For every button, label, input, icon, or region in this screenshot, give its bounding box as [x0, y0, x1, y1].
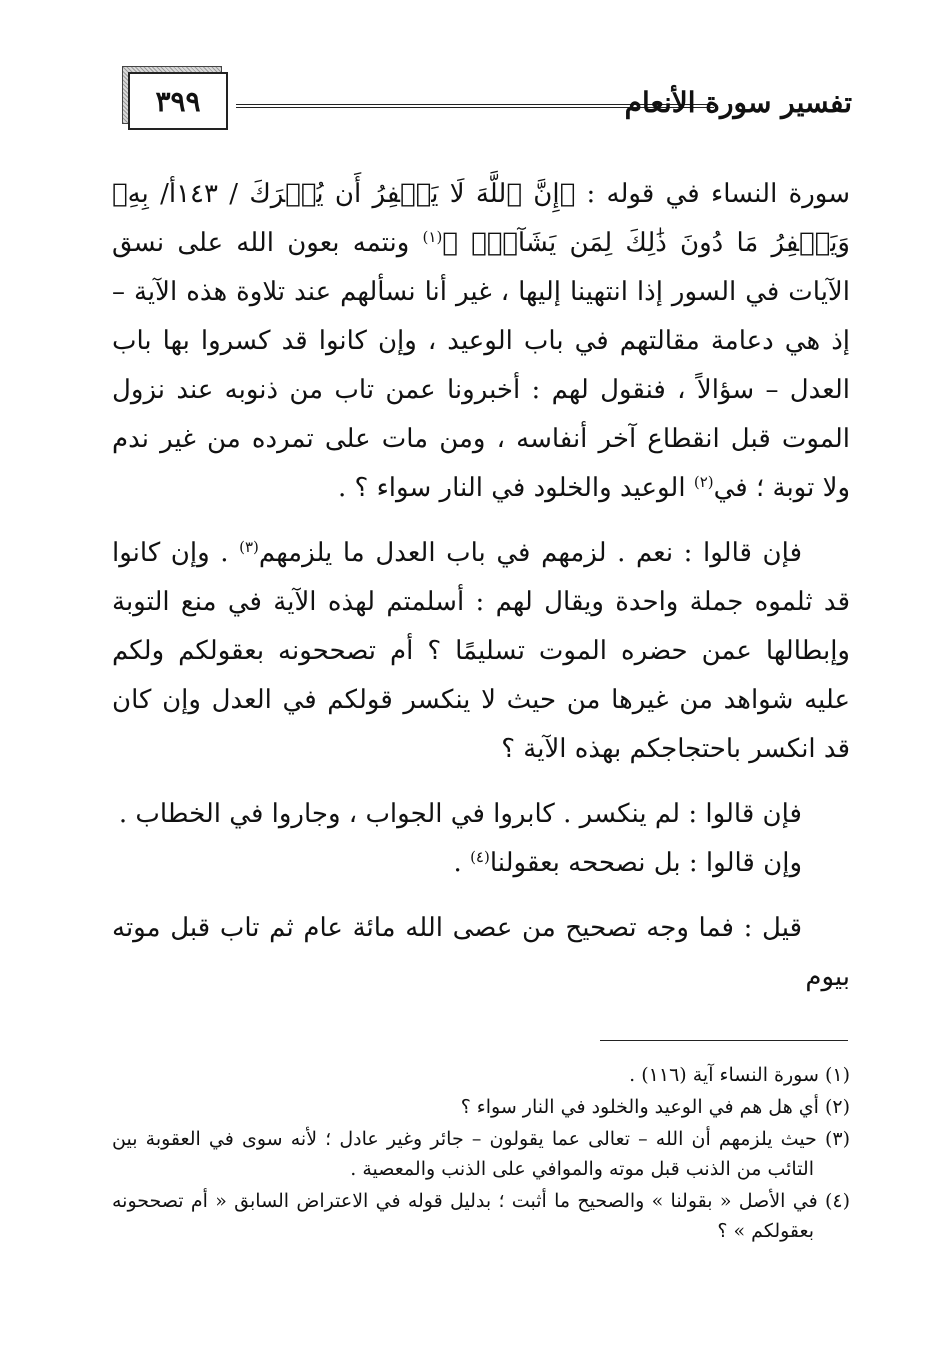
page-number: ٣٩٩: [155, 84, 201, 118]
text-run: .: [453, 848, 471, 878]
main-text: [112, 170, 850, 1002]
paragraph-2: [112, 529, 850, 774]
text-run: ونتمه بعون الله على نسق الآيات في السور إذا انتهينا إليها ، غير أنا نسألهم عند تلاوة هذه الآية – إذ هي دعامة مقالتهم في باب الوعيد ، وإن كانوا قد كسروا بها باب العدل – سؤالاً ، فنقول لهم : أخبرونا عمن تاب من ذنوبه عند نزول الموت قبل انقطاع آخر أنفاسه ، ومن مات على تمرده من غير ندم ولا توبة ؛ في: [112, 228, 850, 503]
footnote-3: (٣) حيث يلزمهم أن الله – تعالى عما يقولون – جائر وغير عادل ؛ لأنه سوى في العقوبة بين التائب من الذنب قبل موته والموافي على الذنب والمعصية .: [112, 1128, 850, 1180]
text-run: . وإن كانوا قد ثلموه جملة واحدة ويقال لهم : أسلمتم لهذه الآية في منع التوبة وإبطالها عمن حضره الموت تسليمًا ؟ أم تصححونه بعقولكم ولكم عليه شواهد من غيرها من حيث لا ينكسر قولكم في العدل وإن كان قد انكسر باحتجاجكم بهذه الآية ؟: [112, 538, 850, 764]
footnote-ref-3: (٣): [239, 538, 259, 556]
paragraph-1: [112, 170, 850, 513]
text-run: سورة النساء في قوله : ﴿إِنَّ ٱللَّهَ لَا يَغۡفِرُ أَن يُشۡرَكَ / ١٤٣أ/ بِهِۦ وَيَغۡفِرُ مَا دُونَ ذَٰلِكَ لِمَن يَشَآءُۚ ﴾: [112, 179, 850, 258]
footnote-2: (٢) أي هل هم في الوعيد والخلود في النار سواء ؟: [460, 1096, 850, 1118]
running-title: تفسير سورة الأنعام: [624, 86, 852, 119]
paragraph-5: [112, 904, 850, 1002]
text-run: فإن قالوا : نعم . لزمهم في باب العدل ما يلزمهم: [258, 538, 802, 568]
footnote-ref-4: (٤): [470, 848, 490, 866]
text-run: وإن قالوا : بل نصححه بعقولنا: [489, 848, 802, 878]
footnote-1: (١) سورة النساء آية (١١٦) .: [629, 1064, 850, 1086]
page-header: [112, 62, 852, 140]
footnote-4: (٤) في الأصل « بقولنا » والصحيح ما أثبت ؛ بدليل قوله في الاعتراض السابق « أم تصححونه بعقولكم » ؟: [112, 1190, 850, 1242]
text-run: الوعيد والخلود في النار سواء ؟ .: [337, 473, 694, 503]
text-run: قيل : فما وجه تصحيح من عصى الله مائة عام ثم تاب قبل موته بيوم: [112, 913, 850, 992]
footnote-ref-1: (١): [422, 228, 443, 246]
footnotes: [112, 1060, 850, 1248]
footnote-ref-2: (٢): [693, 473, 714, 491]
paragraph-3: [112, 790, 850, 839]
footnote-separator: [600, 1040, 848, 1041]
text-run: فإن قالوا : لم ينكسر . كابروا في الجواب ، وجاروا في الخطاب .: [118, 799, 802, 829]
paragraph-4: [112, 839, 850, 888]
page-number-box: [128, 72, 228, 130]
